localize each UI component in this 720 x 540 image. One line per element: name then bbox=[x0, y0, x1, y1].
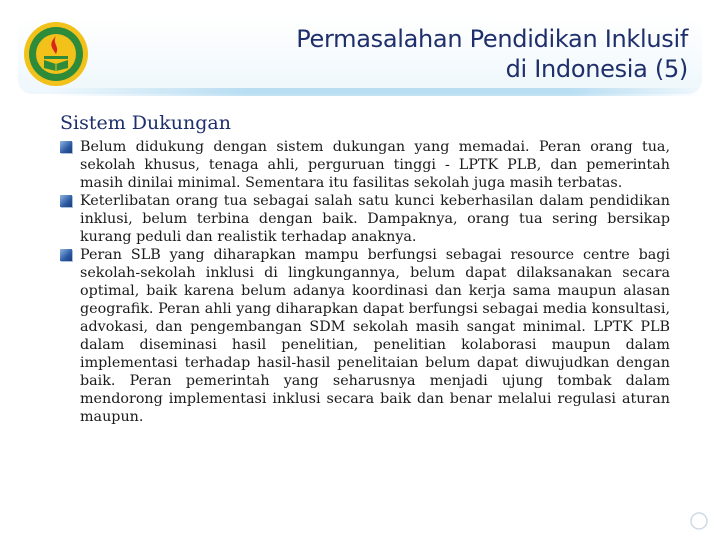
square-bullet-icon bbox=[60, 249, 72, 261]
section-heading: Sistem Dukungan bbox=[60, 112, 231, 134]
list-item bbox=[58, 192, 670, 246]
square-bullet-icon bbox=[60, 141, 72, 153]
university-emblem-icon bbox=[22, 20, 90, 88]
list-item-text: Keterlibatan orang tua sebagai salah satu kunci keberhasilan dalam pendidikan inklusi, belum terbina dengan baik. Dampaknya, orang tua sering bersikap kurang peduli dan realistik terhadap anaknya. bbox=[80, 193, 670, 245]
square-bullet-icon bbox=[60, 195, 72, 207]
bullet-list bbox=[58, 138, 670, 426]
list-item bbox=[58, 138, 670, 192]
list-item-text: Belum didukung dengan sistem dukungan yang memadai. Peran orang tua, sekolah khusus, tenaga ahli, perguruan tinggi - LPTK PLB, dan pemerintah masih dinilai minimal. Sementara itu fasilitas sekolah juga masih terbatas. bbox=[80, 139, 670, 191]
page-title bbox=[296, 24, 688, 84]
corner-decoration-icon bbox=[688, 510, 710, 532]
list-item bbox=[58, 246, 670, 426]
title-line-2: di Indonesia (5) bbox=[505, 55, 688, 83]
list-item-text: Peran SLB yang diharapkan mampu berfungsi sebagai resource centre bagi sekolah-sekolah inklusi di lingkungannya, belum dapat dilaksanakan secara optimal, baik karena belum adanya koordinasi dan kerja sama maupun alasan geografik. Peran ahli yang diharapkan dapat berfungsi sebagai media konsultasi, advokasi, dan pengembangan SDM sekolah masih sangat minimal. LPTK PLB dalam diseminasi hasil penelitian, penelitian kolaborasi maupun dalam implementasi terhadap hasil-hasil penelitaian belum dapat diwujudkan dengan baik. Peran pemerintah yang seharusnya menjadi ujung tombak dalam mendorong implementasi inklusi secara baik dan benar melalui regulasi aturan maupun. bbox=[80, 247, 670, 425]
title-line-1: Permasalahan Pendidikan Inklusif bbox=[296, 25, 688, 53]
